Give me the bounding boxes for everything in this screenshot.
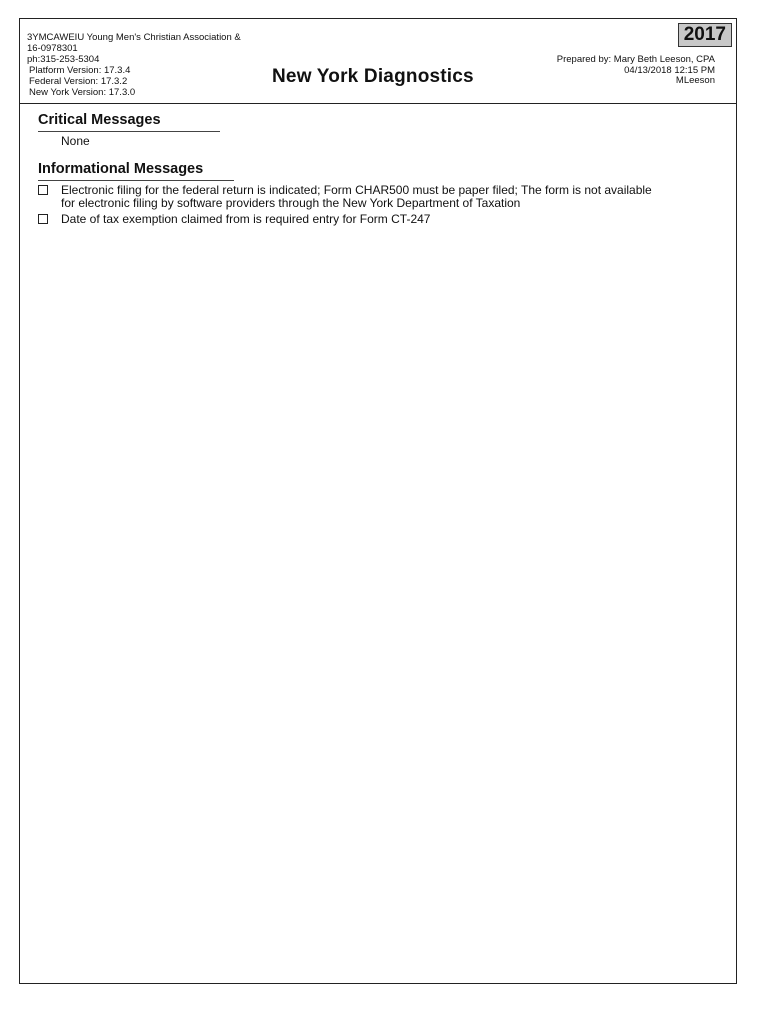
preparer-username: MLeeson	[675, 75, 715, 86]
federal-version: Federal Version: 17.3.2	[29, 76, 128, 87]
platform-version: Platform Version: 17.3.4	[29, 65, 131, 76]
organization-info	[27, 32, 241, 98]
preparer-name: Prepared by: Mary Beth Leeson, CPA	[556, 54, 715, 65]
form-title: New York Diagnostics	[272, 66, 474, 87]
critical-messages-heading: Critical Messages	[38, 112, 161, 128]
list-item	[38, 184, 718, 212]
message-text: Electronic filing for the federal return is indicated; Form CHAR500 must be paper filed; The form is not available for electronic filing by software providers through the New York Department of Taxation	[61, 183, 652, 210]
informational-messages-heading: Informational Messages	[38, 161, 204, 177]
message-checkbox[interactable]	[38, 185, 48, 195]
message-checkbox[interactable]	[38, 214, 48, 224]
org-phone: ph:315-253-5304	[27, 54, 100, 65]
page-header	[20, 19, 736, 104]
preparer-info	[557, 55, 715, 87]
critical-messages-rule	[38, 131, 220, 132]
list-item	[38, 213, 718, 227]
tax-year-badge: 2017	[678, 23, 732, 47]
new-york-version: New York Version: 17.3.0	[29, 87, 136, 98]
org-name: 3YMCAWEIU Young Men's Christian Association &	[27, 32, 241, 43]
page-frame	[19, 18, 737, 984]
informational-messages-rule	[38, 180, 234, 181]
message-text: Date of tax exemption claimed from is required entry for Form CT-247	[61, 212, 431, 226]
org-ein: 16-0978301	[27, 43, 78, 54]
prepared-datetime: 04/13/2018 12:15 PM	[624, 64, 715, 76]
critical-messages-none: None	[61, 134, 90, 148]
